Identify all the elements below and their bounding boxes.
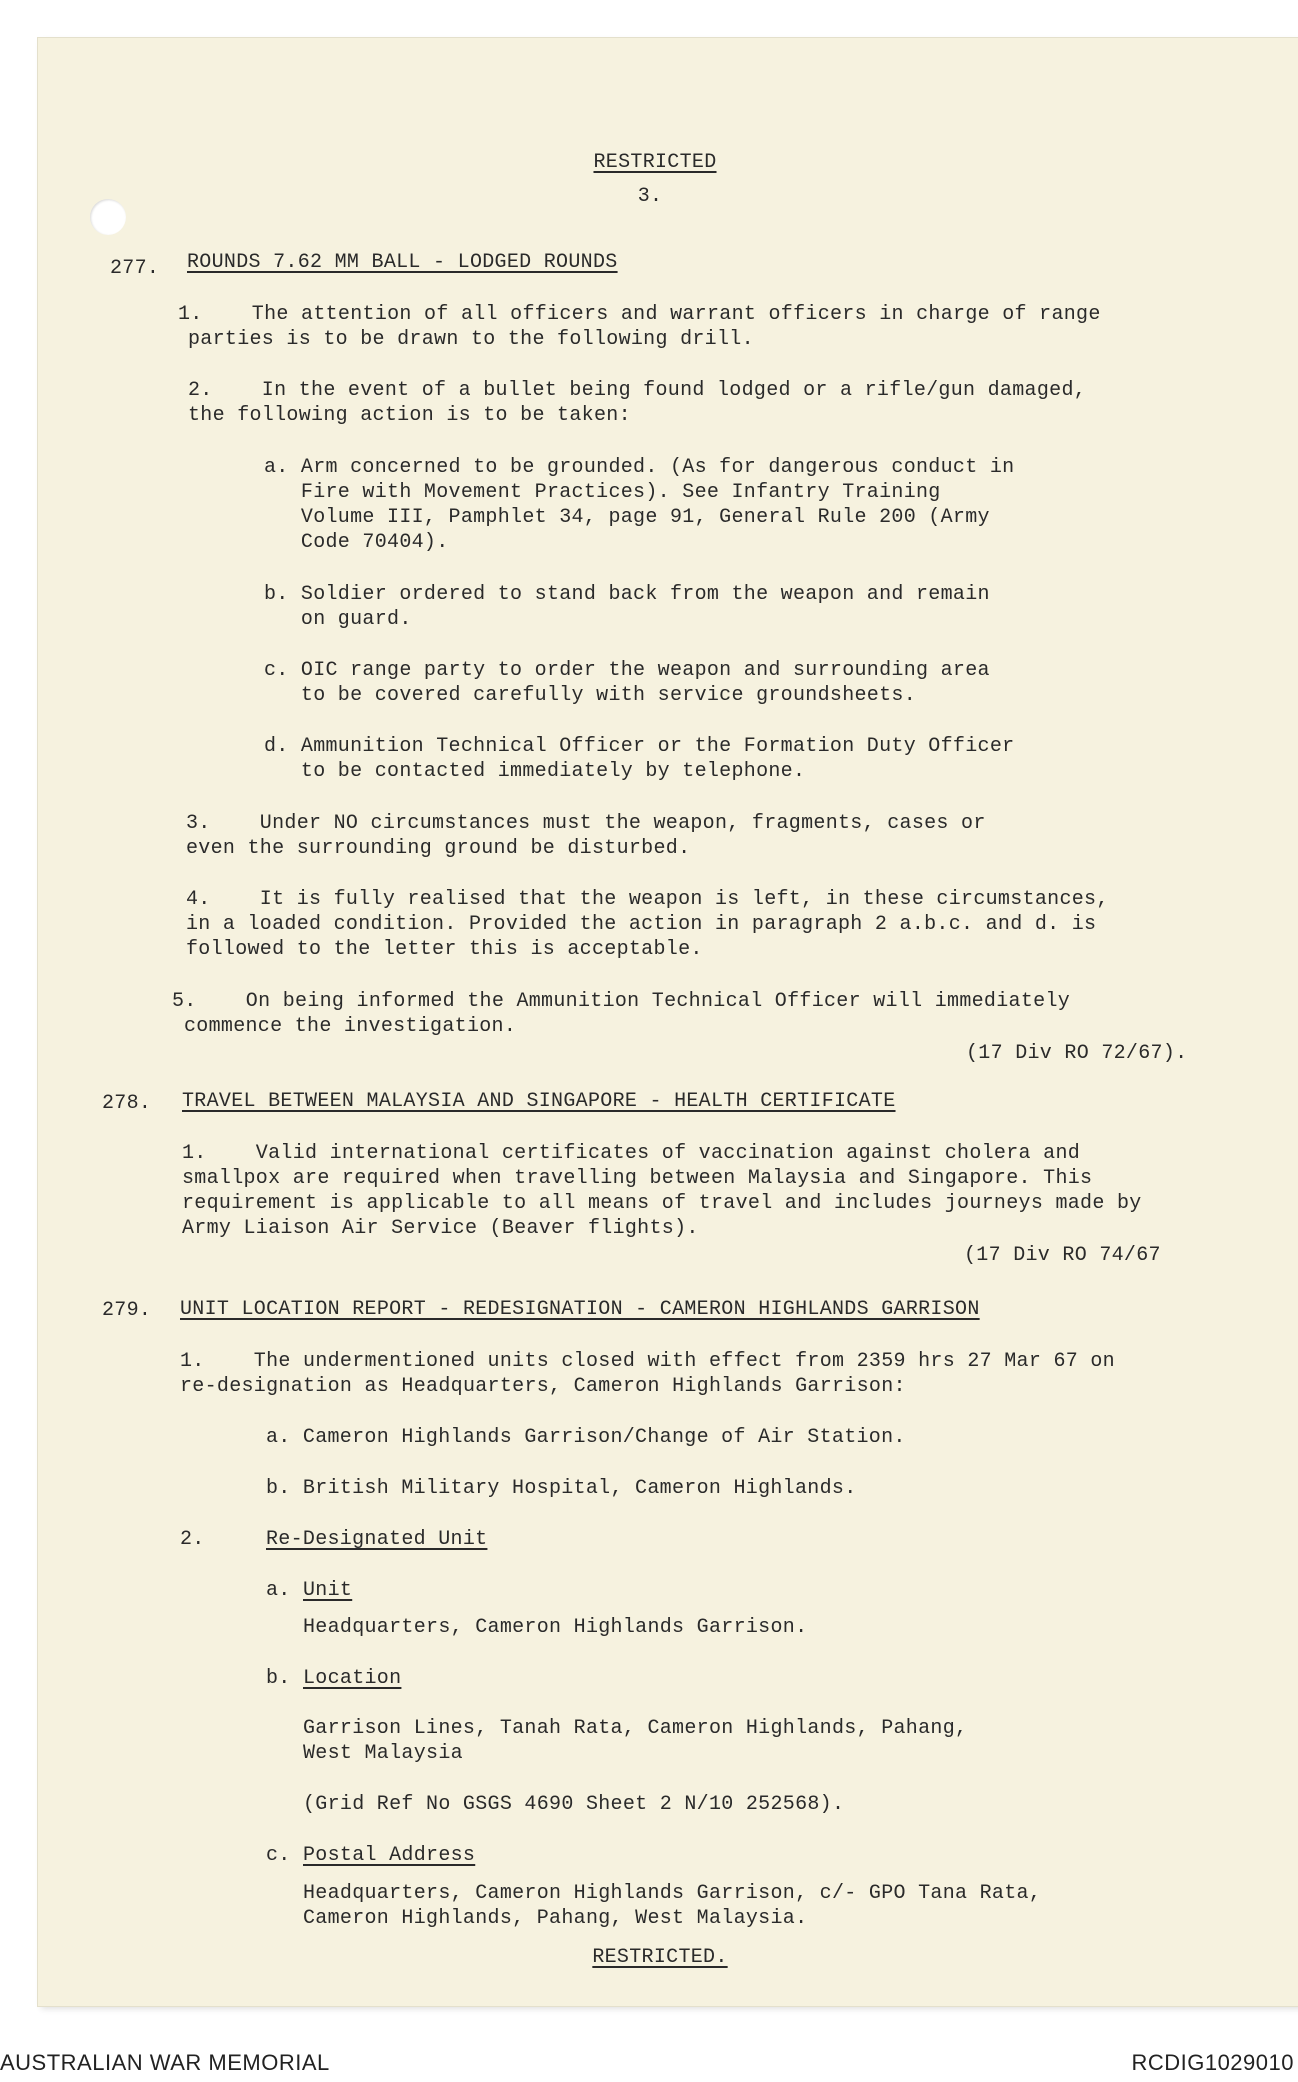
s279-postal-letter: c. <box>266 1844 291 1867</box>
footer-catalogue-id: RCDIG1029010 <box>1131 2050 1294 2075</box>
punch-hole <box>90 199 126 235</box>
s277-p1-line2: parties is to be drawn to the following drill. <box>188 328 754 351</box>
s277-p5-line1: 5. On being informed the Ammunition Technical Officer will immediately <box>172 990 1071 1013</box>
bottom-classification: RESTRICTED. <box>592 1946 728 1969</box>
s277-b-line1: b. Soldier ordered to stand back from the weapon and remain <box>264 583 990 606</box>
s279-location-heading: Location <box>303 1667 402 1690</box>
section-277-number: 277. <box>110 257 160 280</box>
page-classification: RESTRICTED <box>593 151 717 174</box>
s279-p2-number: 2. <box>180 1528 205 1551</box>
s279-p1-line1: 1. The undermentioned units closed with effect from 2359 hrs 27 Mar 67 on <box>180 1350 1115 1373</box>
s279-p2-heading: Re-Designated Unit <box>266 1528 488 1551</box>
s277-p4-line3: followed to the letter this is acceptable. <box>186 938 703 961</box>
s279-item-a: a. Cameron Highlands Garrison/Change of Air Station. <box>266 1426 906 1449</box>
s277-p1-line1: 1. The attention of all officers and warrant officers in charge of range <box>178 303 1101 326</box>
s279-postal-heading: Postal Address <box>303 1844 476 1867</box>
s278-p1-line3: requirement is applicable to all means of travel and includes journeys made by <box>182 1192 1142 1215</box>
s279-unit-letter: a. <box>266 1579 291 1602</box>
section-279-number: 279. <box>102 1299 152 1322</box>
s277-p2-line2: the following action is to be taken: <box>188 404 631 427</box>
section-278-title: TRAVEL BETWEEN MALAYSIA AND SINGAPORE - HEALTH CERTIFICATE <box>182 1090 896 1113</box>
s277-a-line3: Volume III, Pamphlet 34, page 91, General Rule 200 (Army <box>264 506 990 529</box>
s277-p3-line1: 3. Under NO circumstances must the weapon, fragments, cases or <box>186 812 986 835</box>
s277-reference: (17 Div RO 72/67). <box>966 1042 1188 1065</box>
s277-d-line1: d. Ammunition Technical Officer or the Formation Duty Officer <box>264 735 1015 758</box>
s277-b-line2: on guard. <box>264 608 412 631</box>
s278-p1-line2: smallpox are required when travelling between Malaysia and Singapore. This <box>182 1167 1093 1190</box>
s279-location-line2: West Malaysia <box>303 1742 463 1765</box>
s279-location-letter: b. <box>266 1667 291 1690</box>
s279-grid-reference: (Grid Ref No GSGS 4690 Sheet 2 N/10 252568). <box>303 1793 845 1816</box>
s278-p1-line1: 1. Valid international certificates of vaccination against cholera and <box>182 1142 1081 1165</box>
s277-c-line2: to be covered carefully with service groundsheets. <box>264 684 917 707</box>
s277-p3-line2: even the surrounding ground be disturbed. <box>186 837 691 860</box>
s279-location-line1: Garrison Lines, Tanah Rata, Cameron Highlands, Pahang, <box>303 1717 968 1740</box>
s277-a-line2: Fire with Movement Practices). See Infantry Training <box>264 481 941 504</box>
section-278-number: 278. <box>102 1092 152 1115</box>
s279-postal-line2: Cameron Highlands, Pahang, West Malaysia. <box>303 1907 808 1930</box>
s277-p4-line2: in a loaded condition. Provided the action in paragraph 2 a.b.c. and d. is <box>186 913 1097 936</box>
s277-p2-line1: 2. In the event of a bullet being found lodged or a rifle/gun damaged, <box>188 379 1087 402</box>
s278-p1-line4: Army Liaison Air Service (Beaver flights). <box>182 1217 699 1240</box>
s278-reference: (17 Div RO 74/67 <box>964 1244 1161 1267</box>
s277-d-line2: to be contacted immediately by telephone. <box>264 760 806 783</box>
s279-postal-line1: Headquarters, Cameron Highlands Garrison, c/- GPO Tana Rata, <box>303 1882 1042 1905</box>
s279-item-b: b. British Military Hospital, Cameron Highlands. <box>266 1477 857 1500</box>
s277-a-line4: Code 70404). <box>264 531 449 554</box>
s277-p4-line1: 4. It is fully realised that the weapon is left, in these circumstances, <box>186 888 1109 911</box>
footer-institution: AUSTRALIAN WAR MEMORIAL <box>0 2050 330 2075</box>
section-279-title: UNIT LOCATION REPORT - REDESIGNATION - CAMERON HIGHLANDS GARRISON <box>180 1298 980 1321</box>
s279-unit-heading: Unit <box>303 1579 353 1602</box>
s277-c-line1: c. OIC range party to order the weapon and surrounding area <box>264 659 990 682</box>
s277-p5-line2: commence the investigation. <box>184 1015 517 1038</box>
s279-unit-value: Headquarters, Cameron Highlands Garrison. <box>303 1616 808 1639</box>
page-number: 3. <box>637 185 663 208</box>
section-277-title: ROUNDS 7.62 MM BALL - LODGED ROUNDS <box>187 251 618 274</box>
s279-p1-line2: re-designation as Headquarters, Cameron Highlands Garrison: <box>180 1375 906 1398</box>
s277-a-line1: a. Arm concerned to be grounded. (As for dangerous conduct in <box>264 456 1015 479</box>
